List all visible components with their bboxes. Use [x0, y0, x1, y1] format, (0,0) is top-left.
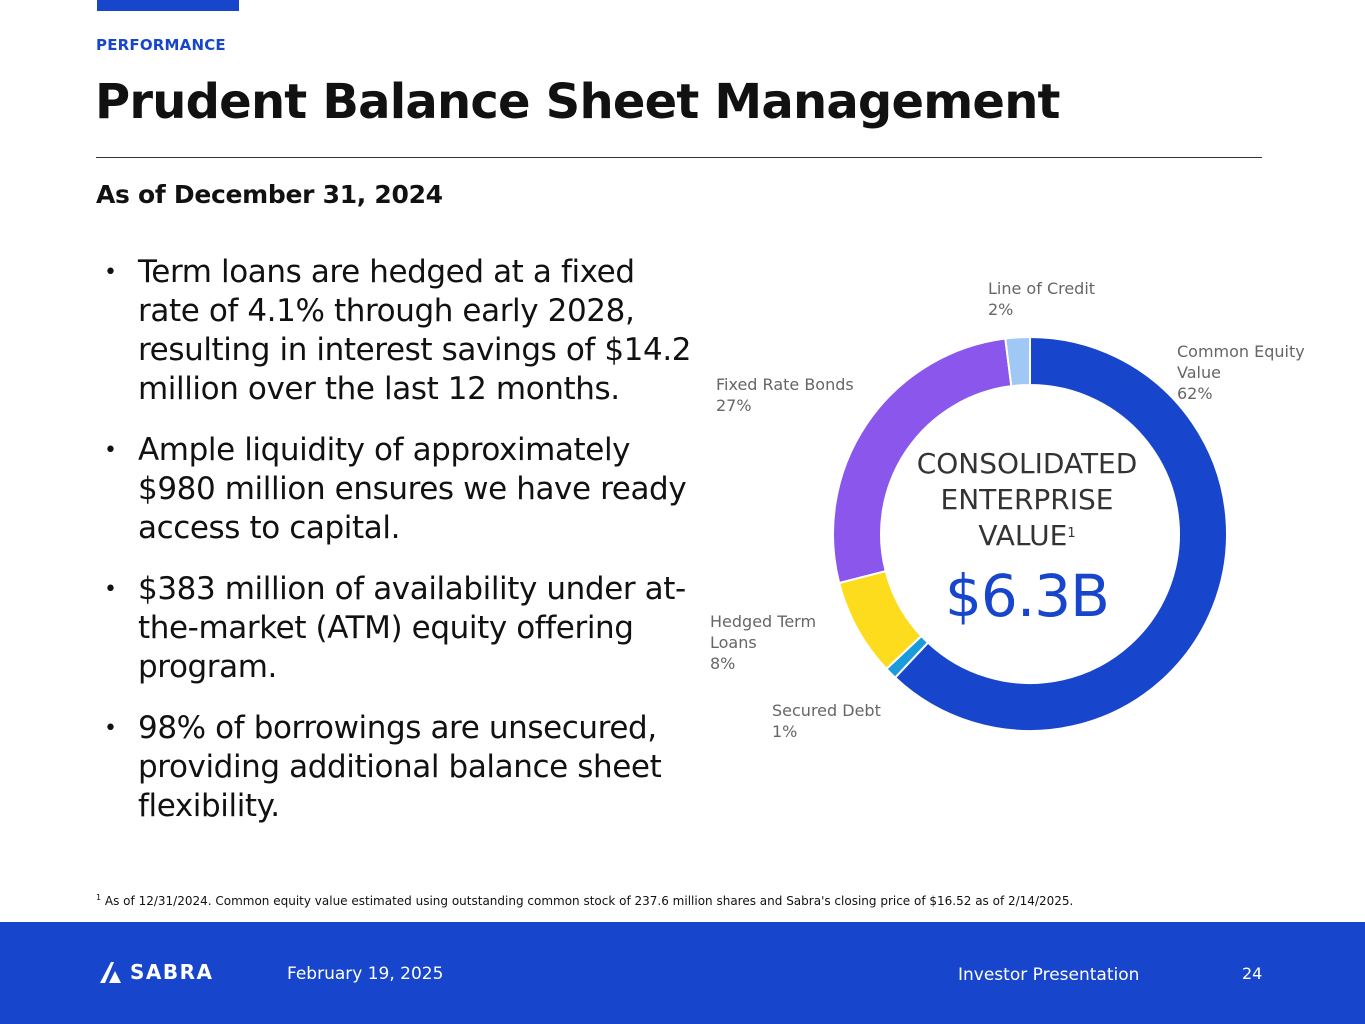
slice-percent: 27% [716, 396, 752, 415]
sabra-logo-text: SABRA [130, 960, 214, 984]
slice-label-hedged-term-loans [710, 611, 816, 674]
as-of-date: As of December 31, 2024 [96, 180, 443, 209]
slice-label-common-equity [1177, 341, 1305, 404]
bullet-dot-icon: • [104, 577, 117, 602]
slice-name-line: Loans [710, 633, 757, 652]
slice-percent: 62% [1177, 384, 1213, 403]
footnote-marker: 1 [96, 893, 102, 902]
page-number: 24 [1242, 964, 1263, 983]
page-title: Prudent Balance Sheet Management [95, 74, 1060, 130]
sabra-logo-icon [100, 960, 124, 984]
slice-percent: 8% [710, 654, 736, 673]
footer-bar [0, 922, 1365, 1024]
footer-presentation-title: Investor Presentation [958, 965, 1140, 985]
bullet-text: 98% of borrowings are unsecured, providing additional balance sheet flexibility. [138, 710, 662, 824]
bullet-text: Ample liquidity of approximately $980 million ensures we have ready access to capital. [138, 432, 687, 546]
section-label: PERFORMANCE [96, 36, 226, 54]
footnote [96, 893, 1073, 908]
center-title-line: ENTERPRISE [940, 483, 1114, 516]
footnote-reference: 1 [1067, 526, 1076, 541]
bullet-list [104, 253, 704, 848]
donut-center-value: $6.3B [945, 562, 1109, 630]
enterprise-value-donut-chart [700, 270, 1340, 760]
bullet-dot-icon: • [104, 716, 117, 741]
bullet-item [104, 431, 704, 548]
slice-label-secured-debt [772, 700, 881, 742]
slice-name-line: Value [1177, 363, 1221, 382]
center-title-text: VALUE [978, 519, 1068, 552]
slice-percent: 2% [988, 300, 1014, 319]
sabra-logo [100, 960, 214, 984]
slice-name-line: Fixed Rate Bonds [716, 375, 854, 394]
slice-name-line: Line of Credit [988, 279, 1096, 298]
bullet-item [104, 253, 704, 409]
slice-name-line: Common Equity [1177, 342, 1305, 361]
bullet-text: $383 million of availability under at-the-market (ATM) equity offering program. [138, 571, 686, 685]
top-accent-bar [97, 0, 239, 11]
center-title-line: CONSOLIDATED [916, 447, 1138, 480]
slice-label-fixed-rate-bonds [716, 374, 854, 416]
slice-name-line: Hedged Term [710, 612, 817, 631]
slice-percent: 1% [772, 722, 798, 741]
slice-name-line: Secured Debt [772, 701, 881, 720]
footnote-text: As of 12/31/2024. Common equity value estimated using outstanding common stock of 237.6 million shares and Sabra's closing price of $16.52 as of 2/14/2025. [101, 894, 1074, 908]
title-divider [96, 157, 1262, 158]
footer-date: February 19, 2025 [287, 964, 444, 984]
bullet-item [104, 709, 704, 826]
bullet-dot-icon: • [104, 260, 117, 285]
bullet-text: Term loans are hedged at a fixed rate of 4.1% through early 2028, resulting in interest savings of $14.2 million over the last 12 months. [138, 254, 692, 407]
center-title-line [900, 518, 1154, 554]
donut-center-title [900, 446, 1154, 554]
bullet-item [104, 570, 704, 687]
bullet-dot-icon: • [104, 438, 117, 463]
slice-label-line-of-credit [988, 278, 1095, 320]
